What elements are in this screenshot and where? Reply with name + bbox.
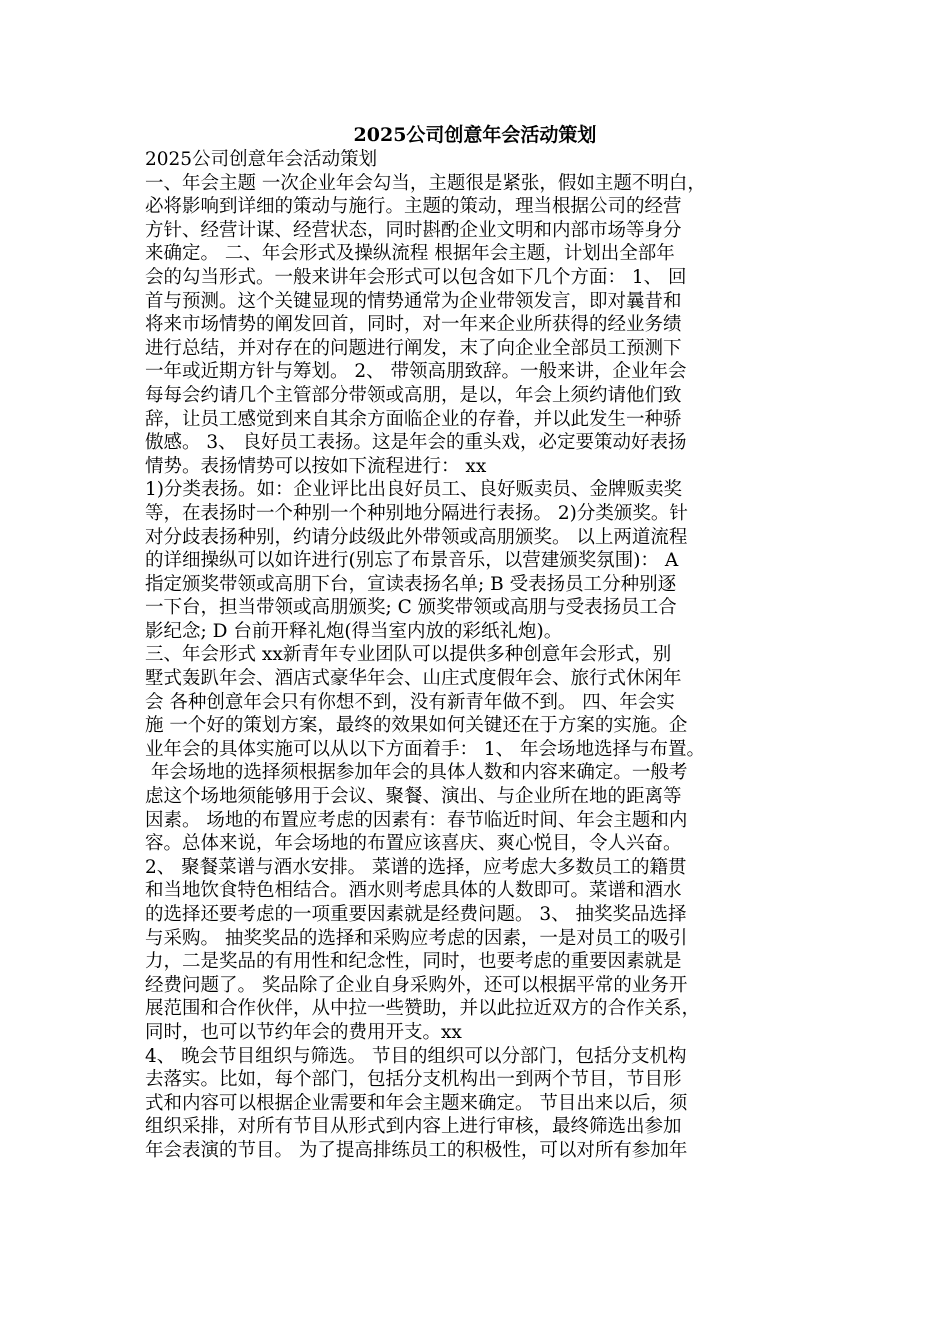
body-text-line: 首与预测。这个关键显现的情势通常为企业带领发言，即对曩昔和 — [145, 290, 682, 312]
body-text-line: 的选择还要考虑的一项重要因素就是经费问题。 3、 抽奖奖品选择 — [145, 904, 687, 925]
body-text-line: 一下台，担当带领或高朋颁奖; C 颁奖带领或高朋与受表扬员工合 — [145, 597, 677, 619]
body-text-line: 施 一个好的策划方案，最终的效果如何关键还在于方案的实施。企 — [145, 715, 688, 737]
body-text-line: 影纪念; D 台前开释礼炮(得当室内放的彩纸礼炮)。 — [145, 620, 563, 642]
body-text-line: 容。总体来说，年会场地的布置应该喜庆、爽心悦目，令人兴奋。 — [145, 833, 682, 855]
body-text-line: 因素。 场地的布置应考虑的因素有：春节临近时间、年会主题和内 — [145, 809, 688, 831]
body-text-line: 指定颁奖带领或高朋下台，宣读表扬名单; B 受表扬员工分种别逐 — [145, 573, 677, 595]
document-title: 2025公司创意年会活动策划 — [353, 124, 597, 146]
body-text-line: 三、年会形式 xx新青年专业团队可以提供多种创意年会形式，别 — [145, 644, 672, 666]
document-body — [145, 148, 817, 1163]
body-text-line: 一、年会主题 一次企业年会勾当，主题很是紧张，假如主题不明白， — [145, 172, 706, 194]
body-text-line: 和当地饮食特色相结合。酒水则考虑具体的人数即可。菜谱和酒水 — [145, 880, 682, 902]
body-text-line: 组织采排，对所有节目从形式到内容上进行审核，最终筛选出参加 — [145, 1116, 682, 1138]
body-text-line: 去落实。比如，每个部门，包括分支机构出一到两个节目，节目形 — [145, 1069, 682, 1091]
body-text-line: 傲感。 3、 良好员工表扬。这是年会的重头戏，必定要策动好表扬 — [145, 432, 687, 454]
body-text-line: 业年会的具体实施可以从以下方面着手： 1、 年会场地选择与布置。 — [145, 738, 706, 760]
body-text-line: 2025公司创意年会活动策划 — [145, 149, 378, 170]
body-text-line: 2、 聚餐菜谱与酒水安排。 菜谱的选择，应考虑大多数员工的籍贯 — [145, 856, 687, 878]
body-text-line: 虑这个场地须能够用于会议、聚餐、演出、与企业所在地的距离等 — [145, 786, 682, 808]
body-text-line: 经费问题了。 奖品除了企业自身采购外，还可以根据平常的业务开 — [145, 974, 688, 996]
body-text-line: 将来市场情势的阐发回首，同时，对一年来企业所获得的经业务绩 — [145, 314, 682, 336]
body-text-line: 会 各种创意年会只有你想不到，没有新青年做不到。 四、年会实 — [145, 691, 675, 713]
body-text-line: 进行总结，并对存在的问题进行阐发，末了向企业全部员工预测下 — [145, 337, 682, 359]
body-text-line: 展范围和合作伙伴，从中拉一些赞助，并以此拉近双方的合作关系， — [145, 998, 701, 1020]
body-text-line: 年会场地的选择须根据参加年会的具体人数和内容来确定。一般考 — [145, 762, 688, 784]
body-text-line: 方针、经营计谋、经营状态，同时斟酌企业文明和内部市场等身分 — [145, 219, 682, 241]
body-text-line: 式和内容可以根据企业需要和年会主题来确定。 节目出来以后，须 — [145, 1092, 688, 1114]
body-text-line: 来确定。 二、年会形式及操纵流程 根据年会主题，计划出全部年 — [145, 243, 675, 265]
body-text-line: 的详细操纵可以如许进行(别忘了布景音乐，以营建颁奖氛围)： A — [145, 550, 679, 572]
body-text-line: 对分歧表扬种别，约请分歧级此外带领或高朋颁奖。 以上两道流程 — [145, 526, 688, 548]
body-text-line: 一年或近期方针与筹划。 2、 带领高朋致辞。一般来讲，企业年会 — [145, 361, 687, 383]
body-text-line: 等，在表扬时一个种别一个种别地分隔进行表扬。 2)分类颁奖。针 — [145, 502, 688, 524]
body-text-line: 会的勾当形式。一般来讲年会形式可以包含如下几个方面： 1、 回 — [145, 266, 687, 288]
body-text-line: 情势。表扬情势可以按如下流程进行： xx — [145, 455, 487, 477]
body-text-line: 力，二是奖品的有用性和纪念性，同时，也要考虑的重要因素就是 — [145, 951, 682, 973]
body-text-line: 辞，让员工感觉到来自其余方面临企业的存眷，并以此发生一种骄 — [145, 408, 682, 430]
body-text-line: 墅式轰趴年会、酒店式豪华年会、山庄式度假年会、旅行式休闲年 — [145, 668, 682, 690]
body-text-line: 与采购。 抽奖奖品的选择和采购应考虑的因素，一是对员工的吸引 — [145, 927, 688, 949]
body-text-line: 1)分类表扬。如：企业评比出良好员工、良好贩卖员、金牌贩卖奖 — [145, 479, 682, 501]
body-text-line: 每每会约请几个主管部分带领或高朋，是以，年会上须约请他们致 — [145, 384, 682, 406]
body-text-line: 年会表演的节目。 为了提高排练员工的积极性，可以对所有参加年 — [145, 1139, 688, 1161]
body-text-line: 4、 晚会节目组织与筛选。 节目的组织可以分部门，包括分支机构 — [145, 1045, 687, 1067]
body-text-line: 同时，也可以节约年会的费用开支。xx — [145, 1021, 462, 1043]
body-text-line: 必将影响到详细的策动与施行。主题的策动，理当根据公司的经营 — [145, 196, 682, 218]
